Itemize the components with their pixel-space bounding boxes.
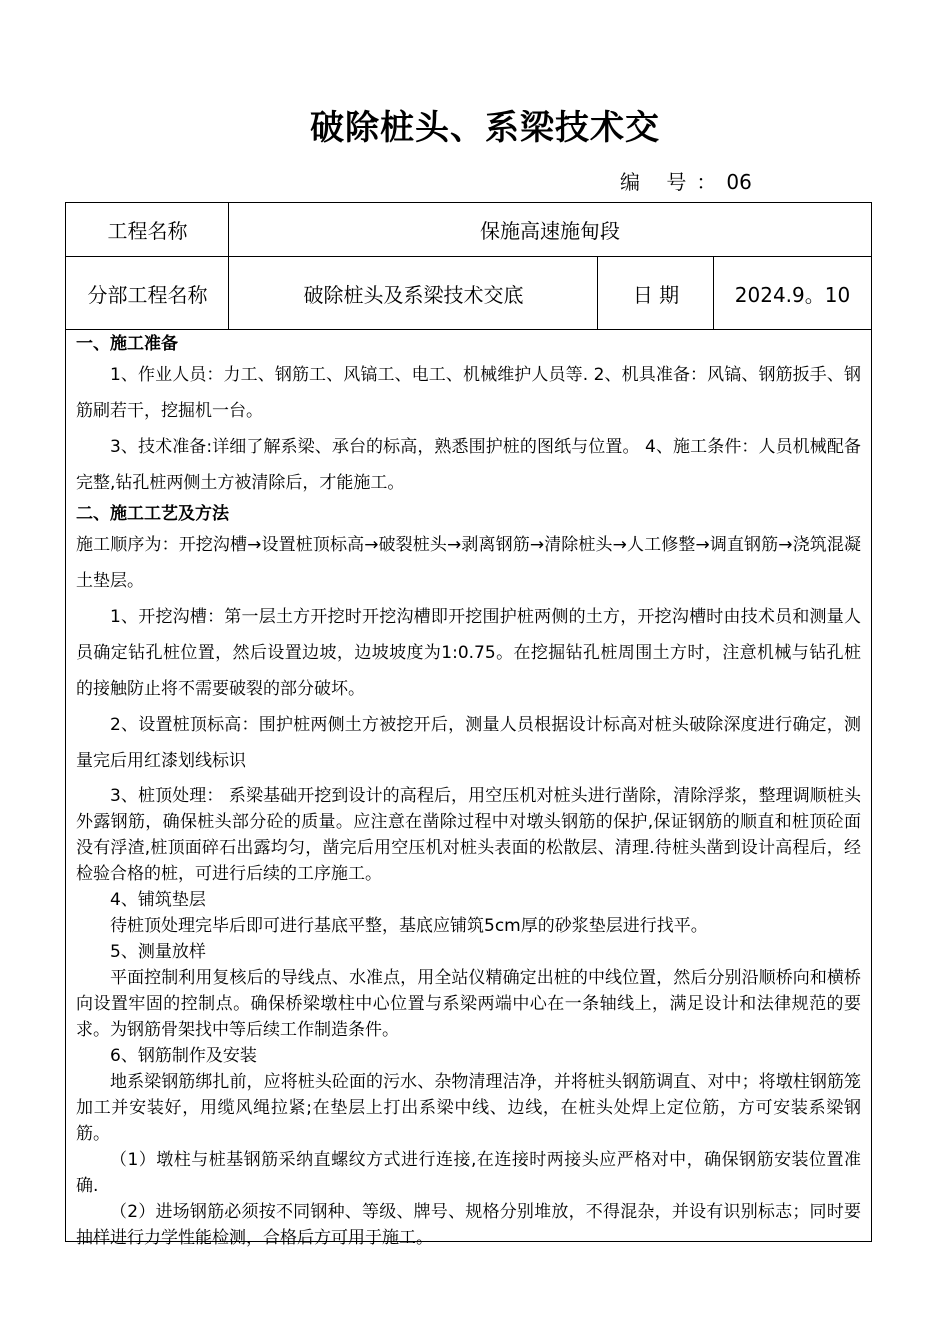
paragraph: 1、开挖沟槽：第一层土方开挖时开挖沟槽即开挖围护桩两侧的土方，开挖沟槽时由技术员和测量人员确定钻孔桩位置，然后设置边坡，边坡坡度为1:0.75。在挖掘钻孔桩周围土方时，注意机械与钻孔桩的接触防止将不需要破裂的部分破坏。 <box>76 607 861 699</box>
paragraph: 1、作业人员：力工、钢筋工、风镐工、电工、机械维护人员等. 2、机具准备：风镐、钢筋扳手、钢筋刷若干，挖掘机一台。 <box>76 365 861 421</box>
paragraph: 3、技术准备:详细了解系梁、承台的标高，熟悉围护桩的图纸与位置。 4、施工条件：人员机械配备完整,钻孔桩两侧土方被清除后，才能施工。 <box>76 437 861 493</box>
project-name-value: 保施高速施甸段 <box>480 219 620 243</box>
table-divider <box>228 203 229 329</box>
section-heading: 二、施工工艺及方法 <box>76 504 229 524</box>
date-value: 2024.9。10 <box>734 282 851 307</box>
document-number-label: 编 号： <box>620 170 727 194</box>
sub-project-value: 破除桩头及系梁技术交底 <box>303 282 524 307</box>
paragraph: 待桩顶处理完毕后即可进行基底平整，基底应铺筑5cm厚的砂浆垫层进行找平。 <box>110 916 708 936</box>
content-body <box>76 331 861 1251</box>
date-label: 日 期 <box>632 282 680 307</box>
subheading: 6、钢筋制作及安装 <box>110 1046 257 1066</box>
disclosure-table <box>65 202 872 1248</box>
paragraph: （1）墩柱与桩基钢筋采纳直螺纹方式进行连接,在连接时两接头应严格对中，确保钢筋安装位置准确. <box>76 1150 861 1196</box>
table-divider <box>66 329 871 330</box>
table-divider <box>597 256 598 329</box>
project-name-label: 工程名称 <box>107 219 188 243</box>
paragraph: （2）进场钢筋必须按不同钢种、等级、牌号、规格分别堆放，不得混杂，并设有识别标志；同时要抽样进行力学性能检测，合格后方可用于施工。 <box>76 1202 861 1248</box>
paragraph: 施工顺序为：开挖沟槽→设置桩顶标高→破裂桩头→剥离钢筋→清除桩头→人工修整→调直钢筋→浇筑混凝土垫层。 <box>76 535 861 591</box>
table-divider <box>713 256 714 329</box>
sub-project-label: 分部工程名称 <box>87 282 208 307</box>
document-number <box>620 166 752 195</box>
section-heading: 一、施工准备 <box>76 334 178 354</box>
subheading: 5、测量放样 <box>110 942 206 962</box>
document-number-value: 06 <box>726 170 752 194</box>
paragraph: 地系梁钢筋绑扎前，应将桩头砼面的污水、杂物清理洁净，并将桩头钢筋调直、对中；将墩柱钢筋笼加工并安装好，用缆风绳拉紧;在垫层上打出系梁中线、边线，在桩头处焊上定位筋，方可安装系梁钢筋。 <box>76 1072 861 1144</box>
paragraph: 3、桩顶处理： 系梁基础开挖到设计的高程后，用空压机对桩头进行凿除，清除浮浆，整理调顺桩头外露钢筋，确保桩头部分砼的质量。应注意在凿除过程中对墩头钢筋的保护,保证钢筋的顺直和桩顶砼面没有浮渣,桩顶面碎石出露均匀，凿完后用空压机对桩头表面的松散层、清理.待桩头凿到设计高程后，经检验合格的桩，可进行后续的工序施工。 <box>76 786 861 884</box>
subheading: 4、铺筑垫层 <box>110 890 206 910</box>
paragraph: 2、设置桩顶标高：围护桩两侧土方被挖开后，测量人员根据设计标高对桩头破除深度进行确定，测量完后用红漆划线标识 <box>76 715 861 771</box>
paragraph: 平面控制利用复核后的导线点、水准点，用全站仪精确定出桩的中线位置，然后分别沿顺桥向和横桥向设置牢固的控制点。确保桥梁墩柱中心位置与系梁两端中心在一条轴线上，满足设计和法律规范的要求。为钢筋骨架找中等后续工作制造条件。 <box>76 968 861 1040</box>
document-title: 破除桩头、系梁技术交 <box>310 108 660 148</box>
table-divider <box>66 256 871 257</box>
